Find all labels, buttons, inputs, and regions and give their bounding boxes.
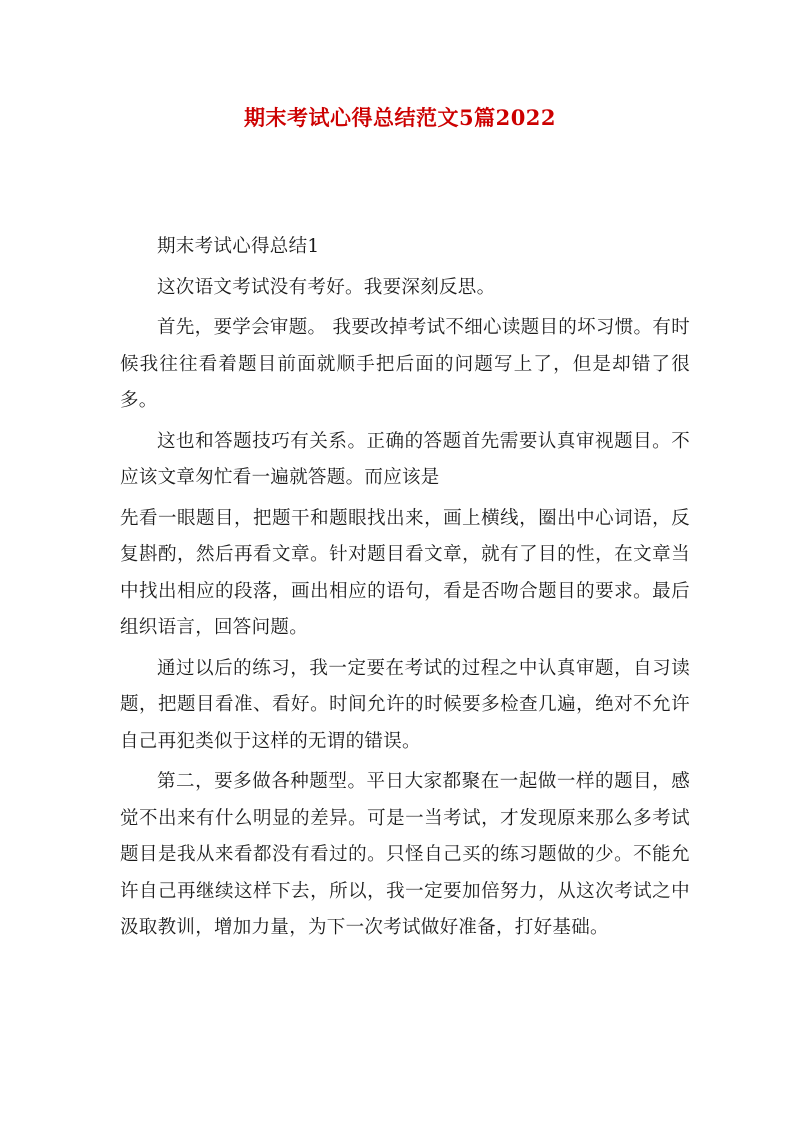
paragraph-second-point: 第二，要多做各种题型。平日大家都聚在一起做一样的题目，感觉不出来有什么明显的差异。可是一当考试，才发现原来那么多考试题目是我从来看都没有看过的。只怪自己买的练习题做的少。不能允许自己再继续这样下去，所以，我一定要加倍努力，从这次考试之中汲取教训，增加力量，为下一次考试做好准备，打好基础。	[120, 771, 690, 938]
document-title: 期末考试心得总结范文5篇2022	[243, 105, 557, 130]
paragraph-review-questions: 首先，要学会审题。 我要改掉考试不细心读题目的坏习惯。有时候我往往看着题目前面就顺手把后面的问题写上了，但是却错了很多。	[120, 317, 690, 411]
paragraph-answer-method: 先看一眼题目，把题干和题眼找出来，画上横线，圈出中心词语，反复斟酌，然后再看文章。针对题目看文章，就有了目的性，在文章当中找出相应的段落，画出相应的语句，看是否吻合题目的要求。最后组织语言，回答问题。	[120, 507, 690, 638]
document-body	[120, 229, 690, 951]
paragraph-answer-skills: 这也和答题技巧有关系。正确的答题首先需要认真审视题目。不应该文章匆忙看一遍就答题。而应该是	[120, 430, 690, 488]
paragraph-practice: 通过以后的练习，我一定要在考试的过程之中认真审题，自习读题，把题目看准、看好。时间允许的时候要多检查几遍，绝对不允许自己再犯类似于这样的无谓的错误。	[120, 657, 690, 752]
heading-section-1: 期末考试心得总结1	[157, 236, 320, 257]
paragraph-intro: 这次语文考试没有考好。我要深刻反思。	[157, 276, 496, 298]
